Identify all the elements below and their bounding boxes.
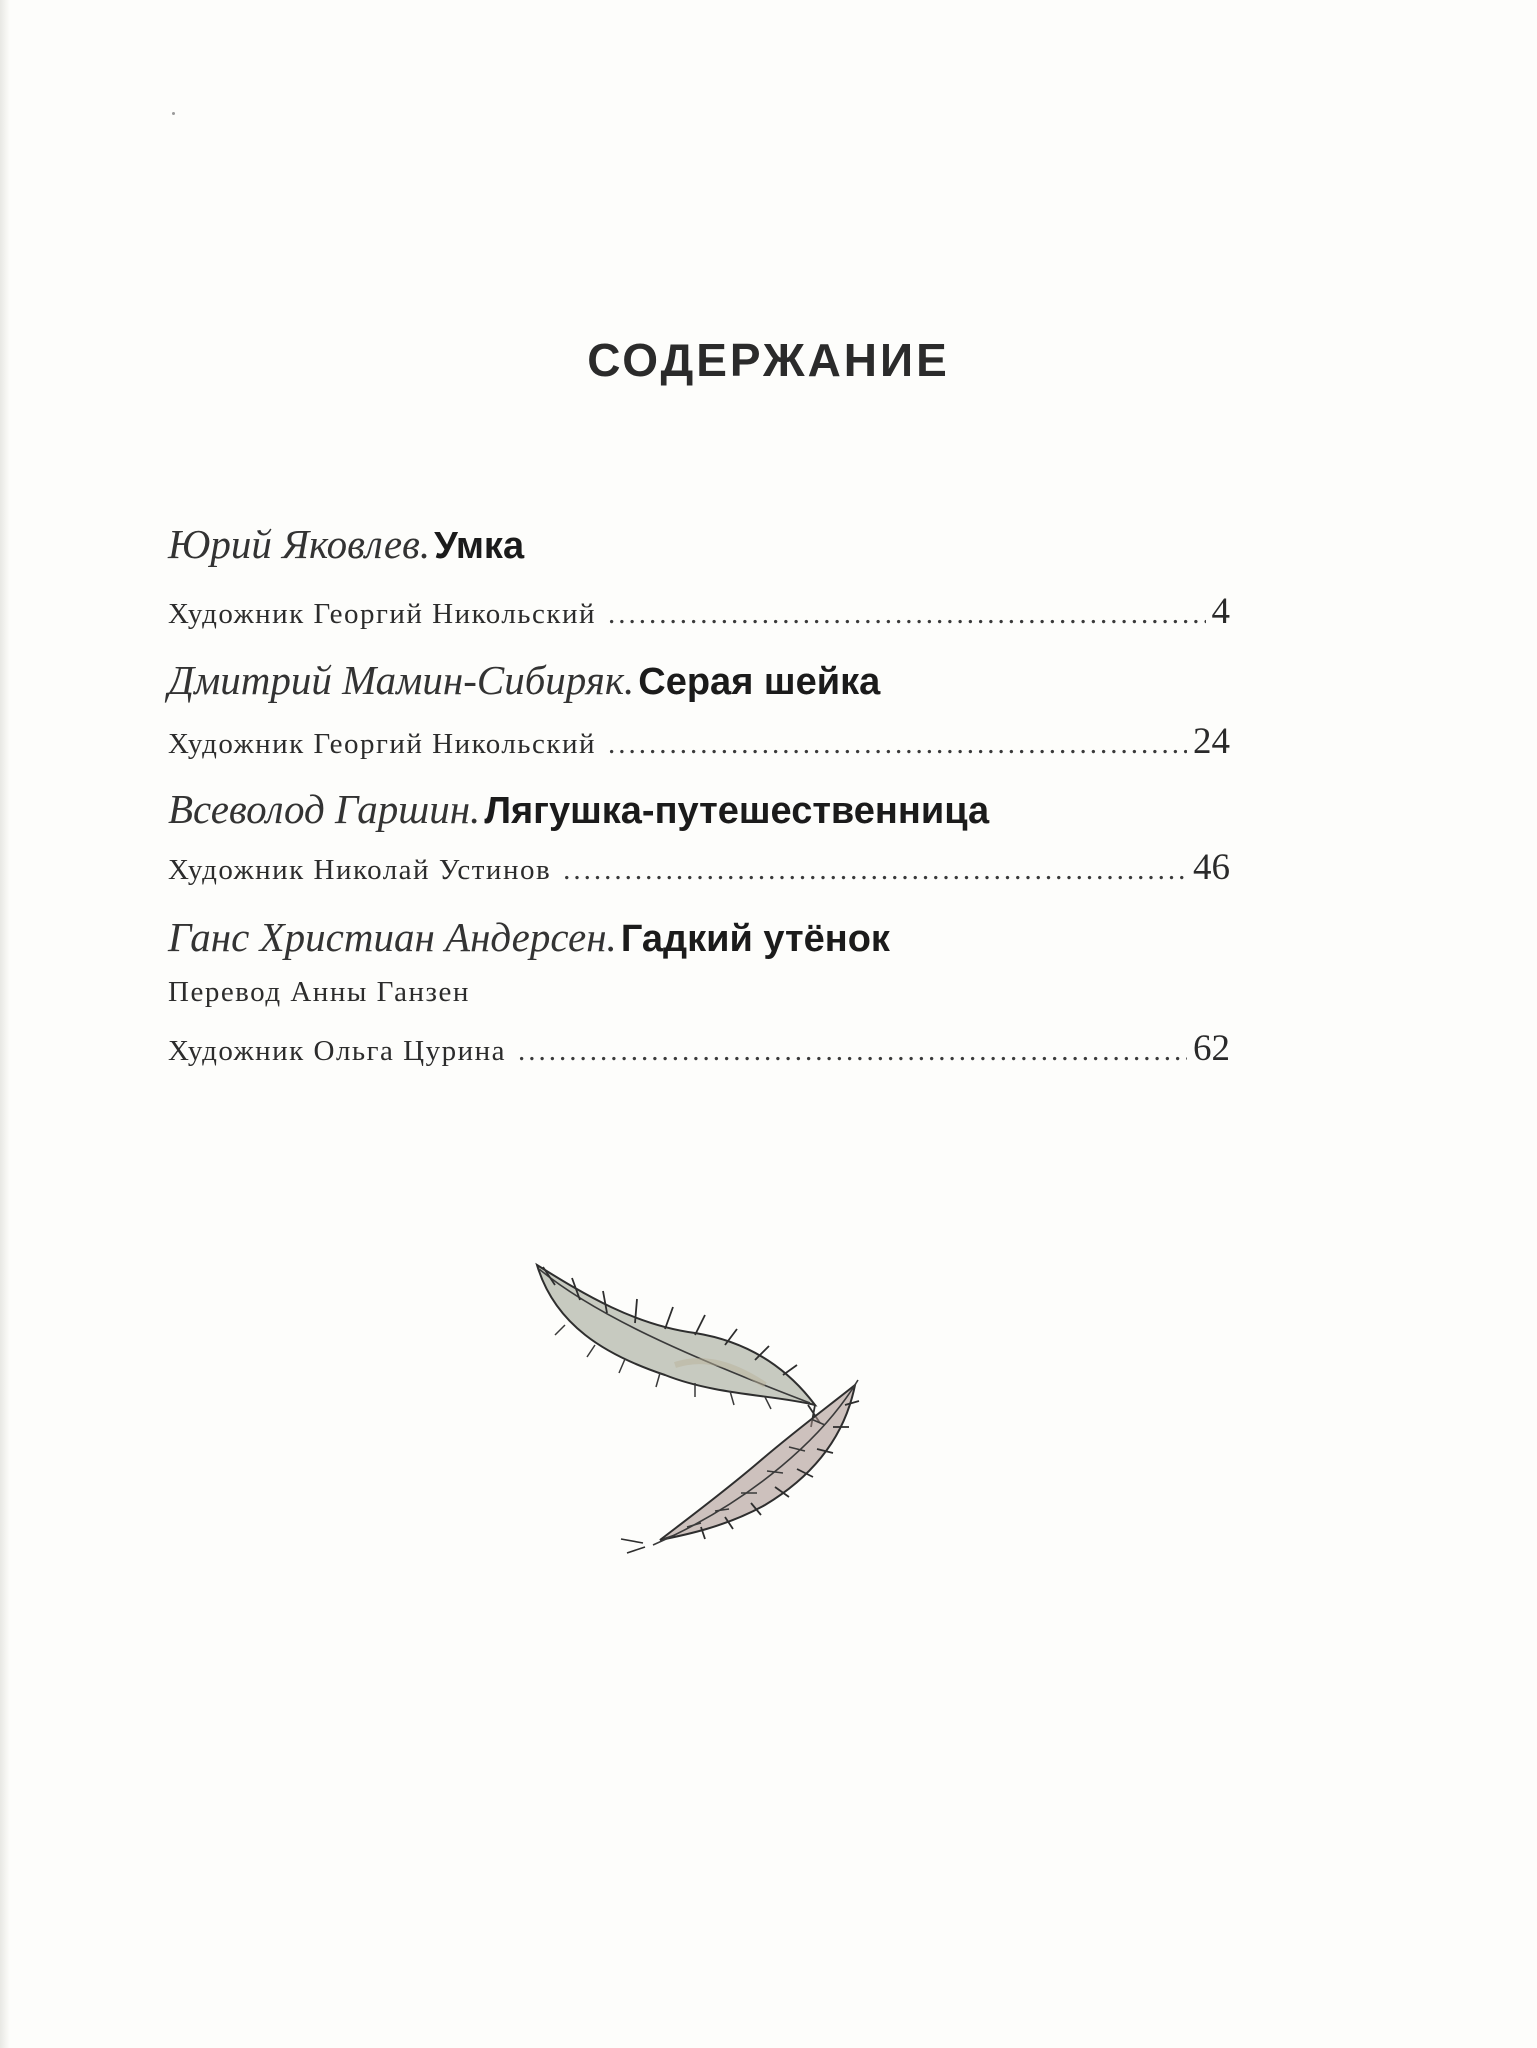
toc-entry-heading bbox=[168, 520, 524, 568]
author-name: Юрий Яковлев. bbox=[168, 521, 431, 567]
page-edge bbox=[0, 0, 10, 2048]
feathers-illustration bbox=[525, 1255, 875, 1565]
feather-icon bbox=[537, 1265, 820, 1427]
toc-line[interactable] bbox=[168, 720, 1230, 763]
work-title[interactable]: Лягушка-путешественница bbox=[484, 790, 990, 832]
toc-entry-heading bbox=[168, 656, 880, 704]
dot-leader bbox=[518, 1035, 1187, 1068]
author-name: Дмитрий Мамин-Сибиряк. bbox=[168, 657, 635, 703]
translator-credit: Перевод Анны Ганзен bbox=[168, 976, 470, 1008]
author-name: Ганс Христиан Андерсен. bbox=[168, 914, 617, 960]
dot-leader bbox=[608, 728, 1187, 761]
page-title: СОДЕРЖАНИЕ bbox=[587, 334, 950, 386]
work-title[interactable]: Серая шейка bbox=[638, 661, 881, 703]
author-name: Всеволод Гаршин. bbox=[168, 786, 481, 832]
toc-line[interactable] bbox=[168, 1027, 1230, 1070]
illustrator-credit: Художник Георгий Никольский bbox=[168, 728, 597, 760]
page-number: 46 bbox=[1193, 847, 1230, 888]
page-number: 24 bbox=[1193, 721, 1230, 762]
toc-entry-heading bbox=[168, 785, 989, 833]
illustrator-credit: Художник Георгий Никольский bbox=[168, 598, 597, 630]
work-title[interactable]: Умка bbox=[434, 525, 525, 567]
work-title[interactable]: Гадкий утёнок bbox=[620, 918, 890, 960]
toc-entry-heading bbox=[168, 913, 890, 961]
toc-line[interactable] bbox=[168, 846, 1230, 889]
dot-leader bbox=[563, 854, 1187, 887]
page-number: 62 bbox=[1193, 1028, 1230, 1069]
table-of-contents bbox=[168, 0, 1230, 2048]
toc-line[interactable] bbox=[168, 590, 1230, 633]
illustrator-credit: Художник Ольга Цурина bbox=[168, 1035, 507, 1067]
feather-icon bbox=[621, 1380, 859, 1553]
illustrator-credit: Художник Николай Устинов bbox=[168, 854, 552, 886]
page-number: 4 bbox=[1211, 591, 1230, 632]
dot-leader bbox=[608, 598, 1205, 631]
